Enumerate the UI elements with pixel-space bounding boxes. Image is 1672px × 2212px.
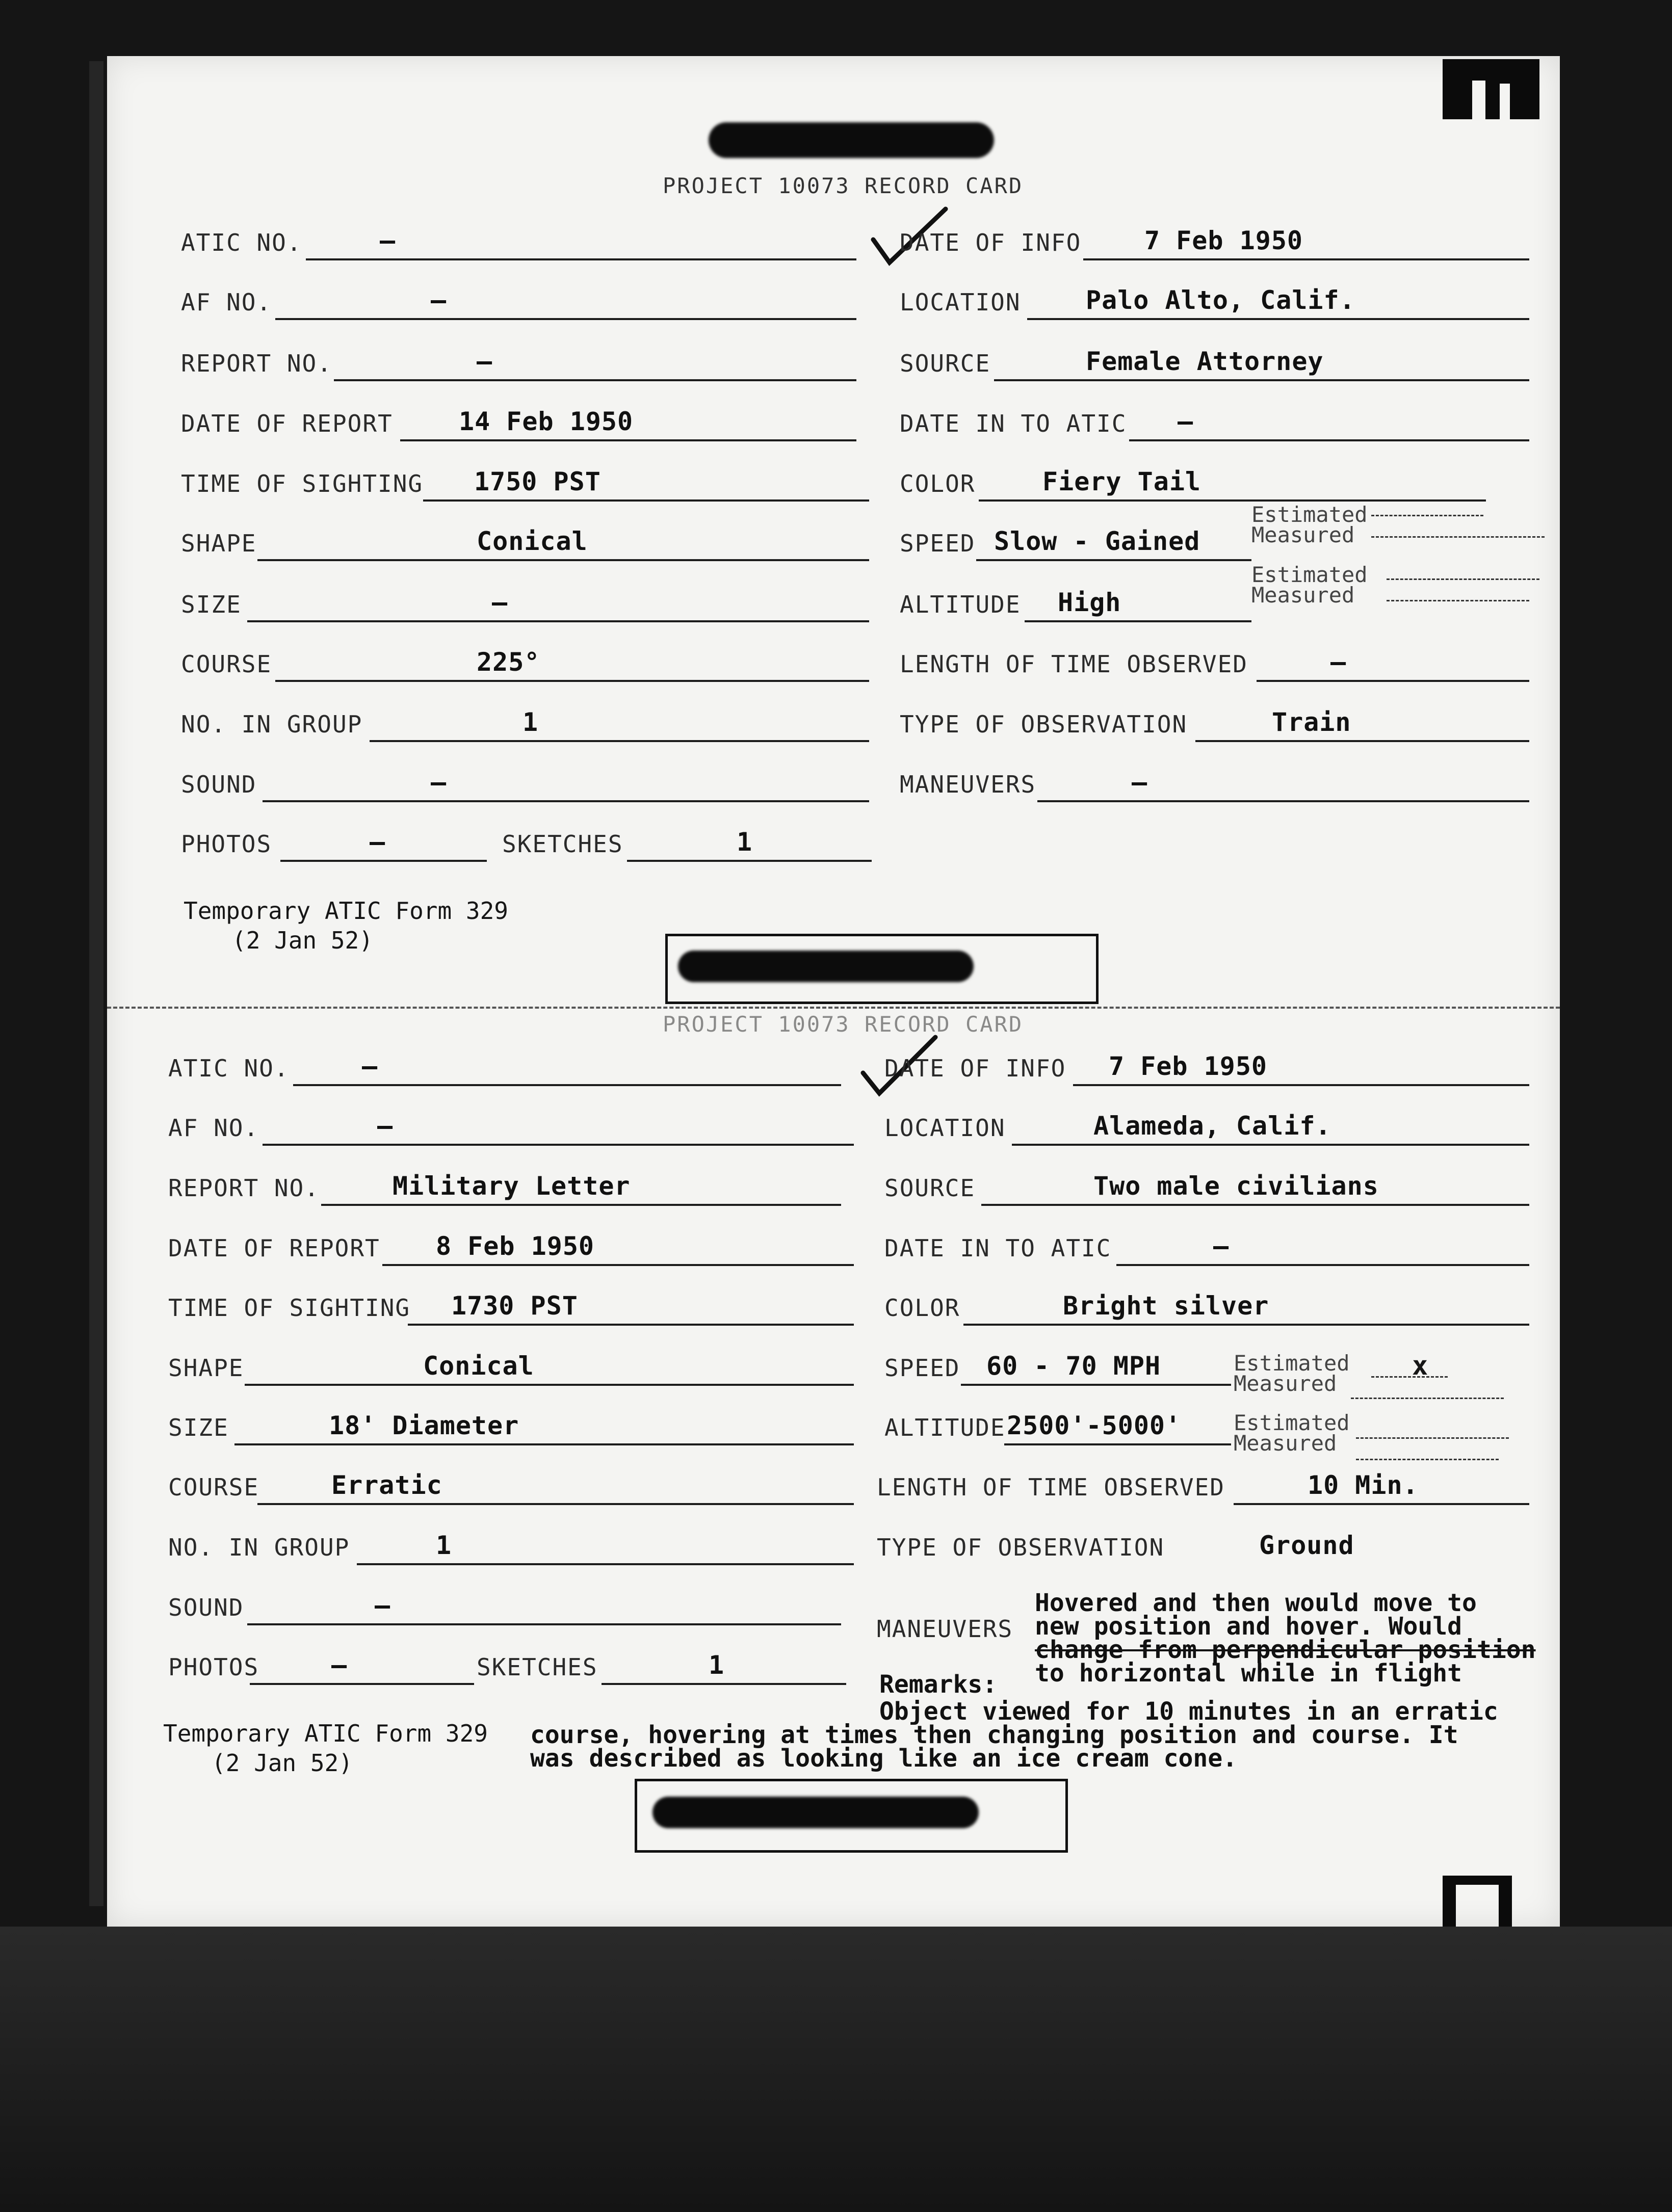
field-label: ATIC NO. — [168, 1055, 290, 1082]
field-value: Conical — [477, 526, 588, 556]
field-label: SIZE — [168, 1414, 229, 1441]
field-value: Erratic — [331, 1470, 442, 1500]
field-altitude — [900, 588, 1251, 622]
form-title: Temporary ATIC Form 329 — [184, 897, 508, 925]
field-label: MANEUVERS — [877, 1615, 1013, 1643]
field-label: TIME OF SIGHTING — [168, 1294, 411, 1322]
field-no-in-group — [181, 707, 869, 742]
field-color — [900, 467, 1486, 502]
field-value: — — [331, 1650, 348, 1680]
field-value: Female Attorney — [1086, 347, 1324, 376]
field-label: PHOTOS — [168, 1653, 259, 1681]
field-value: 18' Diameter — [329, 1411, 519, 1440]
estimated-label: Estimated — [1251, 562, 1368, 587]
measured-label: Measured — [1251, 583, 1355, 608]
field-label: SIZE — [181, 591, 242, 618]
field-value: — — [1178, 407, 1194, 436]
field-value: — — [492, 588, 508, 617]
field-label: AF NO. — [181, 288, 272, 316]
field-value: 1 — [522, 707, 539, 737]
field-label: ALTITUDE — [900, 591, 1021, 618]
redaction-blot — [678, 951, 974, 982]
field-value: Palo Alto, Calif. — [1086, 285, 1355, 315]
card-divider — [107, 1007, 1560, 1009]
field-label: SKETCHES — [477, 1653, 598, 1681]
field-no-in-group — [168, 1531, 854, 1565]
field-value: 7 Feb 1950 — [1109, 1051, 1268, 1081]
field-value: — — [380, 226, 396, 255]
remarks-text — [530, 1697, 1498, 1773]
field-label: LOCATION — [900, 288, 1021, 316]
form-date: (2 Jan 52) — [212, 1749, 353, 1777]
field-value: 10 Min. — [1308, 1470, 1419, 1500]
remarks-line: Object viewed for 10 minutes in an erratic — [879, 1697, 1498, 1726]
field-date-of-report — [168, 1231, 854, 1266]
form-title: Temporary ATIC Form 329 — [163, 1720, 488, 1747]
field-type-of-observation — [877, 1531, 1529, 1565]
field-label: DATE OF REPORT — [181, 410, 393, 437]
field-label: ALTITUDE — [884, 1414, 1006, 1441]
measured-label: Measured — [1234, 1371, 1337, 1396]
field-value: — — [370, 827, 386, 857]
field-label: COLOR — [884, 1294, 960, 1322]
field-sketches — [502, 827, 872, 862]
field-value: — — [1330, 647, 1347, 677]
field-date-of-info — [900, 226, 1529, 260]
field-location — [900, 285, 1529, 320]
altitude-estimate-options — [1251, 562, 1368, 608]
field-time-of-sighting — [181, 467, 869, 502]
field-value: Military Letter — [393, 1171, 631, 1201]
field-atic-no — [168, 1051, 841, 1086]
maneuvers-line: to horizontal while in flight — [1035, 1659, 1462, 1688]
estimated-label: Estimated — [1234, 1351, 1350, 1376]
field-size — [181, 588, 869, 622]
field-label: SOUND — [181, 771, 257, 798]
measured-label: Measured — [1251, 522, 1355, 547]
form-date: (2 Jan 52) — [232, 927, 373, 954]
field-date-of-info — [884, 1051, 1529, 1086]
field-date-of-report — [181, 407, 856, 441]
estimated-label: Estimated — [1234, 1410, 1350, 1435]
field-af-no — [181, 285, 856, 320]
field-label: SHAPE — [168, 1354, 244, 1382]
field-maneuvers — [877, 1615, 1030, 1647]
remarks-line: was described as looking like an ice cream cone. — [530, 1744, 1238, 1773]
field-value: 225° — [477, 647, 540, 677]
field-atic-no — [181, 226, 856, 260]
field-label: DATE IN TO ATIC — [900, 410, 1127, 437]
field-speed — [900, 526, 1251, 561]
field-af-no — [168, 1111, 854, 1146]
scan-background — [0, 1927, 1672, 2212]
remarks-label: Remarks: — [879, 1670, 998, 1699]
field-value: Alameda, Calif. — [1093, 1111, 1331, 1141]
card-caption: PROJECT 10073 RECORD CARD — [663, 173, 1024, 198]
field-length-of-time-observed — [900, 647, 1529, 682]
field-value: Slow - Gained — [994, 526, 1200, 556]
field-size — [168, 1411, 854, 1445]
field-label: REPORT NO. — [181, 350, 332, 377]
form-number — [163, 1719, 488, 1778]
form-number — [184, 896, 508, 955]
field-value: 2500'-5000' — [1007, 1411, 1182, 1440]
field-value: — — [477, 347, 493, 376]
maneuvers-text — [1035, 1589, 1536, 1688]
field-value: Fiery Tail — [1042, 467, 1201, 496]
field-altitude — [884, 1411, 1231, 1445]
field-label: LENGTH OF TIME OBSERVED — [900, 650, 1248, 678]
maneuvers-line: change from perpendicular position — [1035, 1636, 1536, 1664]
field-value: 14 Feb 1950 — [459, 407, 634, 436]
field-value: 1 — [737, 827, 753, 857]
field-value: 1 — [436, 1531, 452, 1560]
field-label: SOURCE — [900, 350, 991, 377]
field-maneuvers — [900, 768, 1529, 802]
field-course — [181, 647, 869, 682]
field-value: High — [1058, 588, 1121, 617]
field-label: NO. IN GROUP — [181, 710, 363, 738]
field-value: — — [375, 1591, 391, 1620]
remarks-line: course, hovering at times then changing position and course. It — [530, 1721, 1458, 1749]
field-value: — — [1213, 1231, 1230, 1261]
field-course — [168, 1470, 854, 1505]
field-location — [884, 1111, 1529, 1146]
field-label: COURSE — [181, 650, 272, 678]
field-color — [884, 1291, 1529, 1326]
field-value: — — [431, 285, 447, 315]
field-report-no — [181, 347, 856, 381]
field-value: Train — [1272, 707, 1351, 737]
field-report-no — [168, 1171, 841, 1206]
card-caption: PROJECT 10073 RECORD CARD — [663, 1012, 1024, 1037]
redaction-blot — [652, 1797, 979, 1828]
field-label: SPEED — [884, 1354, 960, 1382]
field-length-of-time-observed — [877, 1470, 1529, 1505]
field-label: SHAPE — [181, 530, 257, 557]
field-value: Two male civilians — [1093, 1171, 1379, 1201]
field-label: LOCATION — [884, 1114, 1006, 1142]
field-speed — [884, 1351, 1231, 1386]
field-date-in-to-atic — [900, 407, 1529, 441]
field-shape — [168, 1351, 854, 1386]
field-label: SOUND — [168, 1594, 244, 1621]
field-label: TIME OF SIGHTING — [181, 470, 424, 497]
field-sketches — [477, 1650, 846, 1685]
field-label: ATIC NO. — [181, 229, 302, 256]
field-label: DATE IN TO ATIC — [884, 1234, 1112, 1262]
field-label: DATE OF INFO — [900, 229, 1082, 256]
scan-edge — [89, 61, 103, 1906]
speed-estimate-options — [1251, 502, 1368, 547]
field-value: 8 Feb 1950 — [436, 1231, 595, 1261]
field-shape — [181, 526, 869, 561]
field-value: 1730 PST — [451, 1291, 578, 1321]
altitude-estimate-options — [1234, 1410, 1350, 1456]
field-photos — [168, 1650, 474, 1685]
field-label: COLOR — [900, 470, 976, 497]
speed-estimate-options — [1234, 1353, 1350, 1394]
field-label: PHOTOS — [181, 830, 272, 858]
field-value: 60 - 70 MPH — [986, 1351, 1161, 1381]
maneuvers-line: new position and hover. Would — [1035, 1612, 1462, 1641]
field-label: REPORT NO. — [168, 1174, 320, 1202]
field-value: 7 Feb 1950 — [1144, 226, 1303, 255]
field-value: — — [362, 1051, 378, 1081]
measured-label: Measured — [1234, 1431, 1337, 1456]
field-value: — — [1132, 768, 1148, 797]
field-label: SKETCHES — [502, 830, 623, 858]
speed-estimated-check: x — [1412, 1351, 1428, 1381]
field-sound — [181, 768, 869, 802]
field-source — [900, 347, 1529, 381]
field-label: LENGTH OF TIME OBSERVED — [877, 1473, 1225, 1501]
page-marker-bottom — [1443, 1876, 1519, 1927]
field-date-in-to-atic — [884, 1231, 1529, 1266]
field-type-of-observation — [900, 707, 1529, 742]
field-value: Ground — [1259, 1531, 1354, 1560]
field-label: NO. IN GROUP — [168, 1534, 350, 1561]
field-label: AF NO. — [168, 1114, 259, 1142]
field-value: Conical — [423, 1351, 534, 1381]
field-photos — [181, 827, 487, 862]
field-time-of-sighting — [168, 1291, 854, 1326]
field-label: SPEED — [900, 530, 976, 557]
page-marker-top — [1443, 59, 1539, 119]
maneuvers-line: Hovered and then would move to — [1035, 1589, 1477, 1617]
field-label: SOURCE — [884, 1174, 976, 1202]
field-value: Bright silver — [1063, 1291, 1269, 1321]
field-value: 1 — [709, 1650, 725, 1680]
field-source — [884, 1171, 1529, 1206]
field-label: DATE OF INFO — [884, 1055, 1066, 1082]
field-label: MANEUVERS — [900, 771, 1036, 798]
field-label: DATE OF REPORT — [168, 1234, 380, 1262]
field-value: — — [431, 768, 447, 797]
field-sound — [168, 1591, 841, 1625]
field-label: TYPE OF OBSERVATION — [877, 1534, 1165, 1561]
field-label: COURSE — [168, 1473, 259, 1501]
redaction-blot — [709, 122, 994, 158]
estimated-label: Estimated — [1251, 502, 1368, 527]
field-label: TYPE OF OBSERVATION — [900, 710, 1188, 738]
field-value: 1750 PST — [474, 467, 601, 496]
field-value: — — [377, 1111, 394, 1141]
